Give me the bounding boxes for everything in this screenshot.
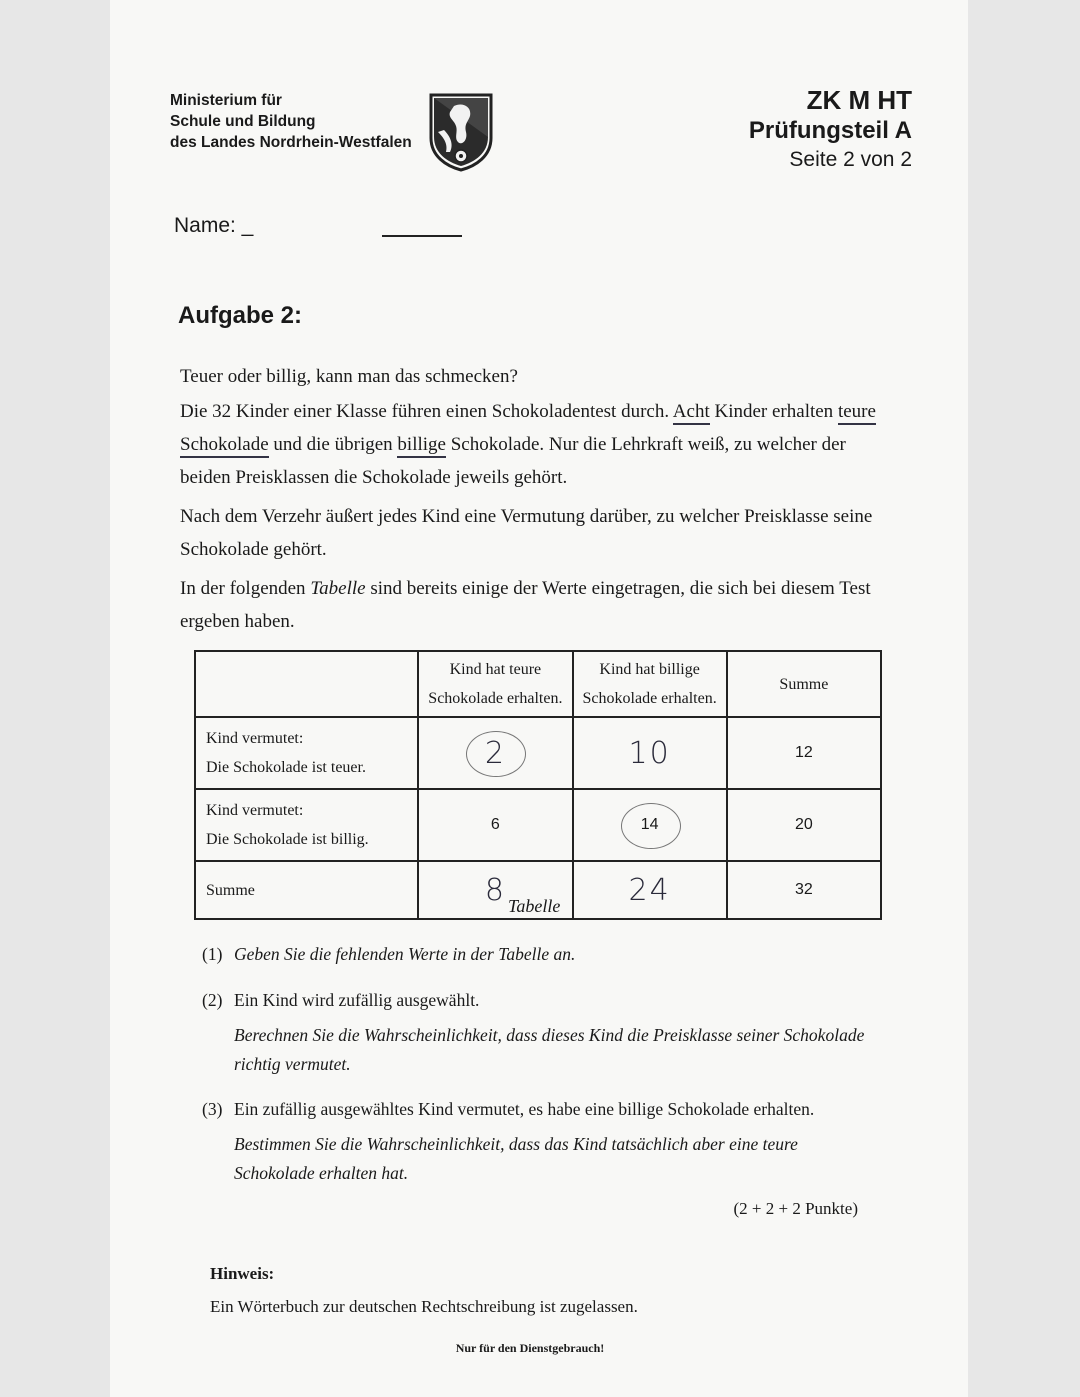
- table-cell[interactable]: 8: [418, 861, 572, 919]
- nrw-crest-icon: [428, 92, 494, 172]
- points-total: (2 + 2 + 2 Punkte): [733, 1199, 858, 1218]
- name-input-line[interactable]: [382, 235, 462, 237]
- table-cell: 12: [727, 717, 881, 789]
- exam-code: ZK M HT: [806, 85, 912, 115]
- col-header-teuer: Kind hat teure Schokolade erhalten.: [418, 651, 572, 717]
- row-header: Kind vermutet: Die Schokolade ist teuer.: [195, 717, 418, 789]
- pen-circle: [621, 803, 681, 849]
- table-cell[interactable]: 2: [418, 717, 572, 789]
- table-cell: 32: [727, 861, 881, 919]
- question-1: (1) Geben Sie die fehlenden Werte in der Tabelle an.: [202, 944, 576, 964]
- task-title: Aufgabe 2:: [178, 302, 303, 329]
- table-corner-cell: [195, 651, 418, 717]
- ministry-name: [170, 90, 412, 153]
- table-cell: 14: [573, 789, 727, 861]
- col-header-billig: Kind hat billige Schokolade erhalten.: [573, 651, 727, 717]
- footer-note: Nur für den Dienstgebrauch!: [455, 1341, 605, 1355]
- table-row: [195, 717, 881, 789]
- pen-circle: [466, 731, 526, 777]
- ministry-line-1: Ministerium für: [170, 92, 282, 109]
- table-cell: 6: [418, 789, 572, 861]
- row-header: Summe: [195, 861, 418, 919]
- question-3: (3) Ein zufällig ausgewähltes Kind vermutet, es habe eine billige Schokolade erhalten. Bestimmen Sie die Wahrscheinlichkeit, dass das Kind tatsächlich aber eine teure Schokolade erhalten hat.: [202, 1099, 815, 1183]
- table-cell[interactable]: 10: [573, 717, 727, 789]
- ministry-line-2: Schule und Bildung: [170, 113, 316, 130]
- row-header: Kind vermutet: Die Schokolade ist billig.: [195, 789, 418, 861]
- note-title: Hinweis:: [210, 1264, 275, 1283]
- exam-part: Prüfungsteil A: [748, 117, 912, 144]
- col-header-summe: Summe: [727, 651, 881, 717]
- ministry-line-3: des Landes Nordrhein-Westfalen: [170, 134, 412, 151]
- contingency-table: [194, 650, 882, 920]
- question-2: (2) Ein Kind wird zufällig ausgewählt. Berechnen Sie die Wahrscheinlichkeit, dass dieses Kind die Preisklasse seiner Schokolade richtig vermutet.: [202, 990, 865, 1074]
- table-row: [195, 789, 881, 861]
- name-label: Name: _: [174, 214, 254, 237]
- page-info: Seite 2 von 2: [789, 148, 912, 171]
- note-text: Ein Wörterbuch zur deutschen Rechtschreibung ist zugelassen.: [210, 1297, 638, 1316]
- task-paragraph-3: In der folgenden Tabelle sind bereits einige der Werte eingetragen, die sich bei diesem Test ergeben haben.: [180, 578, 871, 632]
- exam-info: [749, 84, 912, 174]
- task-paragraph-1: Die 32 Kinder einer Klasse führen einen Schokoladentest durch. Acht Kinder erhalten teure Schokolade und die übrigen billige Schokolade. Nur die Lehrkraft weiß, zu welcher der beiden Preisklassen die Schokolade jeweils gehört.: [180, 401, 876, 488]
- table-header-row: [195, 651, 881, 717]
- table-cell[interactable]: 24: [573, 861, 727, 919]
- task-question: Teuer oder billig, kann man das schmecken?: [180, 366, 518, 387]
- table-caption: Tabelle: [508, 896, 561, 916]
- task-paragraph-2: Nach dem Verzehr äußert jedes Kind eine Vermutung darüber, zu welcher Preisklasse seine Schokolade gehört.: [180, 506, 873, 560]
- table-cell: 20: [727, 789, 881, 861]
